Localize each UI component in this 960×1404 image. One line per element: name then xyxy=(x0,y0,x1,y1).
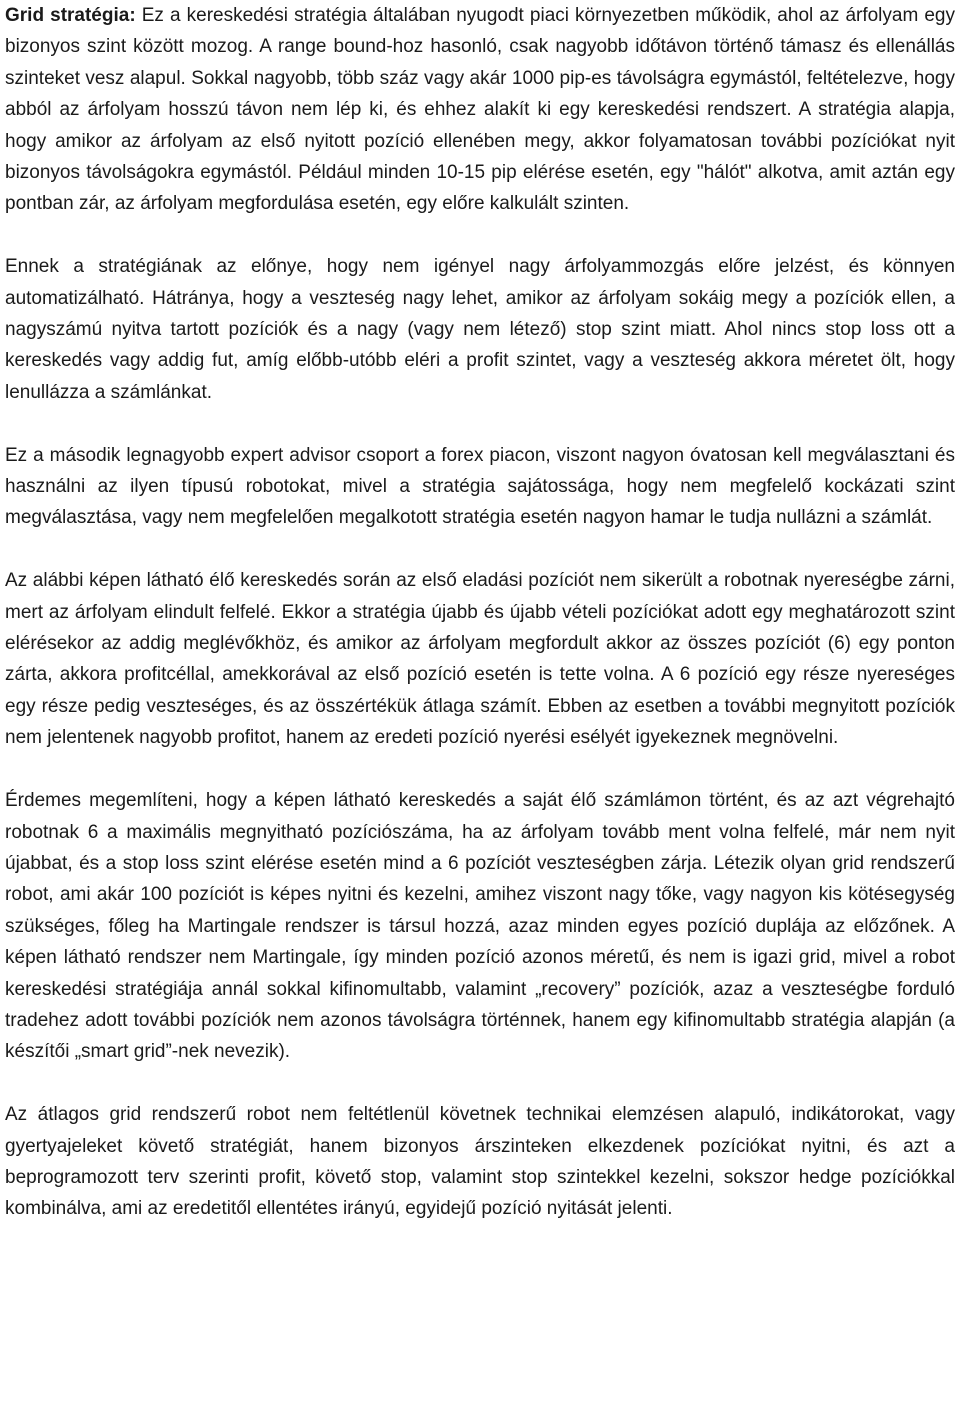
paragraph-text: Ez a második legnagyobb expert advisor csoport a forex piacon, viszont nagyon óvatosan kell megválasztani és használni az ilyen típusú robotokat, mivel a stratégia sajátossága, hogy nem megfelelő kockázati szint megválasztása, vagy nem megfelelően megalkotott stratégia esetén nagyon hamar le tudja nullázni a számlát. xyxy=(5,444,955,529)
paragraph-grid-strategy xyxy=(5,0,955,220)
paragraph-average-grid xyxy=(5,1099,955,1225)
paragraph-lead-heading: Grid stratégia: xyxy=(5,5,136,26)
paragraph-advantages xyxy=(5,251,955,408)
paragraph-text: Ennek a stratégiának az előnye, hogy nem igényel nagy árfolyammozgás előre jelzést, és könnyen automatizálható. Hátránya, hogy a veszteség nagy lehet, amikor az árfolyam sokáig megy a pozíciók ellen, a nagyszámú nyitva tartott pozíciók és a nagy (vagy nem létező) stop szint miatt. Ahol nincs stop loss ott a kereskedés vagy addig fut, amíg előbb-utóbb eléri a profit szintet, vagy a veszteség akkora méretet ölt, hogy lenullázza a számlánkat. xyxy=(5,256,955,403)
document-body xyxy=(5,0,955,1256)
paragraph-text: Érdemes megemlíteni, hogy a képen látható kereskedés a saját élő számlámon történt, és az azt végrehajtó robotnak 6 a maximális megnyitható pozíciószáma, ha az árfolyam tovább ment volna felfelé, már nem nyit újabbat, és a stop loss szint elérése esetén mind a 6 pozíciót veszteségben zárja. Létezik olyan grid rendszerű robot, ami akár 100 pozíciót is képes nyitni és kezelni, amihez viszont nagy tőke, vagy nagyon kis kötésegység szükséges, főleg ha Martingale rendszer is társul hozzá, azaz minden egyes pozíció duplája az előzőnek. A képen látható rendszer nem Martingale, így minden pozíció azonos méretű, és nem is igazi grid, mivel a robot kereskedési stratégiája annál sokkal kifinomultabb, valamint „recovery” pozíciók, azaz a veszteségbe forduló tradehez adott további pozíciók nem azonos távolságra történnek, hanem egy kifinomultabb stratégia alapján (a készítői „smart grid”-nek nevezik). xyxy=(5,790,955,1063)
paragraph-text: Ez a kereskedési stratégia általában nyugodt piaci környezetben működik, ahol az árfolyam egy bizonyos szint között mozog. A range bound-hoz hasonló, csak nagyobb időtávon történő támasz és ellenállás szinteket vesz alapul. Sokkal nagyobb, több száz vagy akár 1000 pip-es távolságra egymástól, feltételezve, hogy abból az árfolyam hosszú távon nem lép ki, és ehhez alakít ki egy kereskedési rendszert. A stratégia alapja, hogy amikor az árfolyam az első nyitott pozíció ellenében megy, akkor folyamatosan további pozíciókat nyit bizonyos távolságokra egymástól. Például minden 10-15 pip elérése esetén, egy "hálót" alkotva, amit aztán egy pontban zár, az árfolyam megfordulása esetén, egy előre kalkulált szinten. xyxy=(5,5,955,215)
paragraph-own-account xyxy=(5,785,955,1068)
paragraph-expert-advisor xyxy=(5,440,955,534)
paragraph-text: Az átlagos grid rendszerű robot nem feltétlenül követnek technikai elemzésen alapuló, indikátorokat, vagy gyertyajeleket követő stratégiát, hanem bizonyos árszinteken elkezdenek pozíciókat nyitni, és azt a beprogramozott terv szerinti profit, követő stop, valamint stop szintekkel kezelni, sokszor hedge pozíciókkal kombinálva, ami az eredetitől ellentétes irányú, egyidejű pozíció nyitását jelenti. xyxy=(5,1104,955,1220)
paragraph-live-trading xyxy=(5,565,955,753)
paragraph-text: Az alábbi képen látható élő kereskedés során az első eladási pozíciót nem sikerült a robotnak nyereségbe zárni, mert az árfolyam elindult felfelé. Ekkor a stratégia újabb és újabb vételi pozíciókat adott egy meghatározott szint elérésekor az addig meglévőkhöz, és amikor az árfolyam megfordult akkor az összes pozíciót (6) egy ponton zárta, akkora profitcéllal, amekkorával az első pozíció esetén is tette volna. A 6 pozíció egy része nyereséges egy része pedig veszteséges, és az összértékük átlaga számít. Ebben az esetben a további megnyitott pozíciók nem jelentenek nagyobb profitot, hanem az eredeti pozíció nyerési esélyét igyekeznek megnövelni. xyxy=(5,570,955,749)
